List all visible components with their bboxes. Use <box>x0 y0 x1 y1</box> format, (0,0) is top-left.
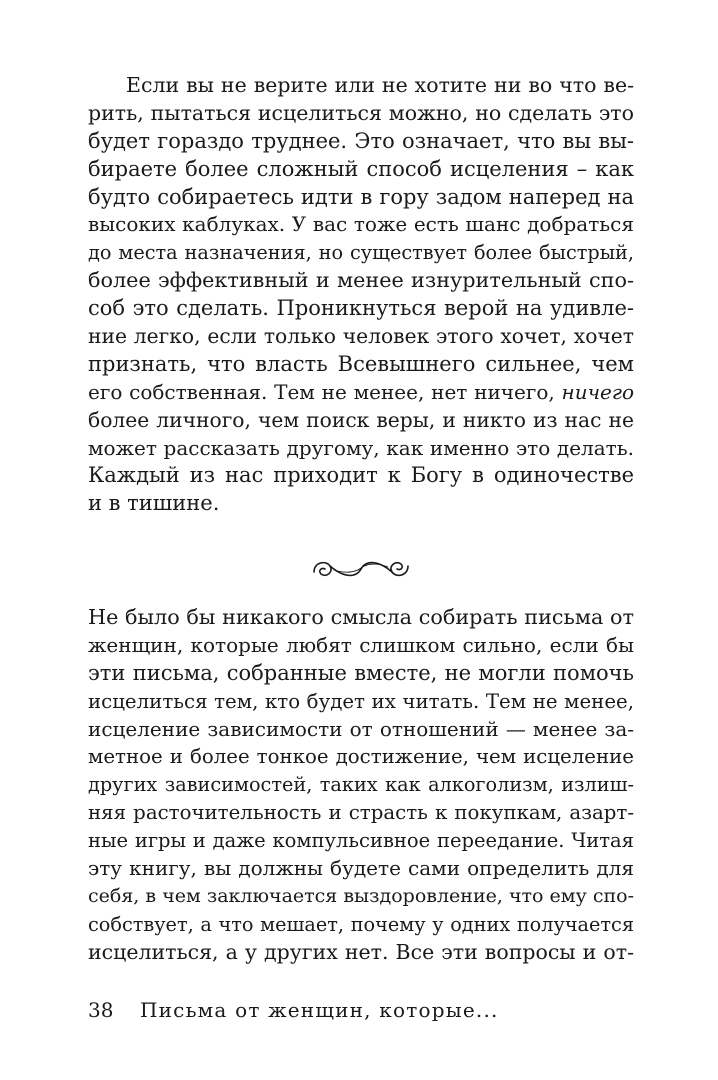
text-line: Если вы не верите или не хотите ни во что ве- <box>126 73 634 97</box>
text-line: признать, что власть Всевышнего сильнее, чем <box>88 351 634 376</box>
text-line: Каждый из нас приходит к Богу в одиночестве <box>88 463 634 488</box>
text-line: рить, пытаться исцелиться можно, но сделать это <box>88 100 634 125</box>
text-line: эту книгу, вы должны будете сами определить для <box>88 856 634 881</box>
text-line: исцелиться, а у других нет. Все эти вопросы и от- <box>88 939 634 964</box>
text-line: исцелиться тем, кто будет их читать. Тем не менее, <box>88 689 634 713</box>
paragraph-2 <box>88 604 634 967</box>
paragraph-1 <box>88 72 634 518</box>
emphasis-word: ничего <box>561 379 634 404</box>
page-footer <box>88 995 499 1025</box>
text-line: бираете более сложный способ исцеления – как <box>88 156 634 181</box>
flourish-ornament-icon <box>310 552 412 584</box>
text-line: няя расточительность и страсть к покупкам, азарт- <box>88 801 634 825</box>
page-number: 38 <box>88 998 114 1022</box>
text-line: собствует, а что мешает, почему у одних получается <box>88 912 634 936</box>
text-line: будто собираетесь идти в гору задом наперед на <box>88 184 634 209</box>
text-line: может рассказать другому, как именно это делать. <box>88 435 634 460</box>
text-line: до места назначения, но существует более быстрый, <box>88 241 634 265</box>
text-line: Не было бы никакого смысла собирать письма от <box>88 605 634 629</box>
text-line: и в тишине. <box>88 491 220 516</box>
text-line: высоких каблуках. У вас тоже есть шанс добраться <box>88 212 634 237</box>
text-line: исцеление зависимости от отношений — менее за- <box>88 716 634 741</box>
text-line: себя, в чем заключается выздоровление, что ему спо- <box>88 884 634 907</box>
text-line: других зависимостей, таких как алкоголизм, излиш- <box>88 773 634 797</box>
text-line-with-emphasis <box>88 379 634 407</box>
text-line: женщин, которые любят слишком сильно, если бы <box>88 632 634 657</box>
text-line: соб это сделать. Проникнуться верой на удивле- <box>88 296 634 321</box>
text-line: ние легко, если только человек этого хочет, хочет <box>88 324 634 349</box>
text-line: будет гораздо труднее. Это означает, что вы вы- <box>88 128 634 153</box>
text-segment: его собственная. Тем не менее, нет ничего, <box>88 379 562 404</box>
running-title: Письма от женщин, которые... <box>140 998 499 1022</box>
text-line: более личного, чем поиск веры, и никто из нас не <box>88 407 634 432</box>
text-line: эти письма, собранные вместе, не могли помочь <box>88 660 634 685</box>
text-line: метное и более тонкое достижение, чем исцеление <box>88 745 634 769</box>
text-line: ные игры и даже компульсивное переедание. Читая <box>88 829 634 853</box>
text-line: более эффективный и менее изнурительный спо- <box>88 268 634 293</box>
